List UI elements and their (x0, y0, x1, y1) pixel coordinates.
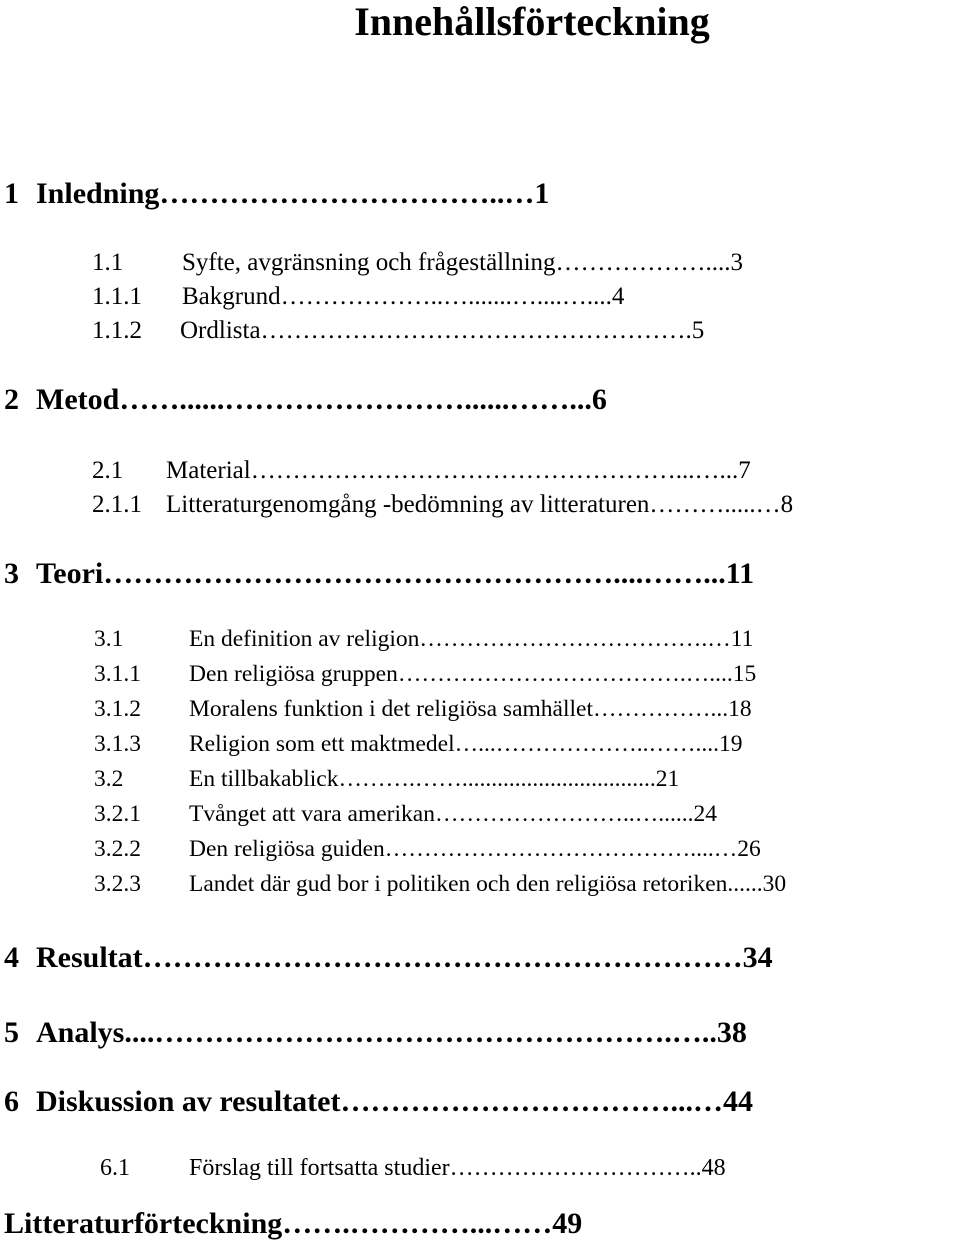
toc-leader: ……………………………….… (419, 626, 731, 652)
toc-number: 1.1.1 (92, 283, 142, 310)
toc-entry[interactable] (94, 727, 743, 761)
toc-title: Bakgrund (182, 283, 281, 310)
toc-title: Tvånget att vara amerikan (189, 801, 435, 827)
toc-page-number: 24 (693, 801, 717, 827)
toc-number: 1.1.2 (92, 317, 142, 344)
toc-title: Teori (36, 557, 104, 590)
toc-entry[interactable] (4, 1204, 582, 1244)
toc-leader: ....…………………………………………….….. (124, 1016, 717, 1049)
toc-title: Diskussion av resultatet (36, 1085, 341, 1118)
toc-leader: ……….....… (649, 491, 781, 518)
toc-number: 4 (4, 941, 19, 974)
toc-page-number: 38 (716, 1016, 747, 1049)
toc-entry[interactable] (4, 380, 607, 420)
toc-leader: ……......……………………......……... (119, 383, 592, 416)
toc-page-number: 7 (738, 457, 751, 484)
toc-number: 5 (4, 1016, 19, 1049)
toc-leader: ……….……................................. (338, 766, 656, 792)
toc-page-number: 15 (732, 661, 757, 687)
toc-number: 3.1.2 (94, 696, 141, 722)
toc-page-number: 18 (728, 696, 752, 722)
toc-page-number: 49 (552, 1207, 583, 1240)
toc-title: En definition av religion (189, 626, 420, 652)
toc-title: En tillbakablick (189, 766, 339, 792)
toc-title: Den religiösa gruppen (189, 661, 398, 687)
toc-leader: ……………………………………………...…... (250, 457, 739, 484)
toc-leader: …………………………………………………… (142, 941, 743, 974)
toc-number: 2 (4, 383, 19, 416)
toc-title: Syfte, avgränsning och frågeställning (182, 249, 556, 276)
toc-entry[interactable] (4, 938, 773, 978)
toc-number: 2.1.1 (92, 491, 142, 518)
toc-title: Analys (36, 1016, 125, 1049)
toc-number: 3.2 (94, 766, 124, 792)
toc-page-number: 21 (655, 766, 680, 792)
toc-leader: ……………………………...… (340, 1085, 723, 1118)
toc-page-number: 48 (701, 1155, 726, 1181)
toc-entry[interactable] (94, 762, 679, 796)
toc-title: Moralens funktion i det religiösa samhället (189, 696, 593, 722)
toc-number: 3.2.3 (94, 871, 141, 897)
toc-entry[interactable] (94, 657, 756, 691)
toc-number: 2.1 (92, 457, 124, 484)
toc-title: Litteraturgenomgång -bedömning av litteraturen (166, 491, 650, 518)
toc-entry[interactable] (92, 314, 704, 348)
toc-title: Material (166, 457, 251, 484)
toc-title: Förslag till fortsatta studier (189, 1155, 450, 1181)
toc-leader: ……………………………….….... (397, 661, 733, 687)
toc-entry[interactable] (92, 280, 624, 314)
toc-page-number: 30 (762, 871, 787, 897)
toc-page-number: 8 (780, 491, 794, 518)
toc-title: Religion som ett maktmedel (189, 731, 455, 757)
toc-page-number: 19 (719, 731, 743, 757)
toc-leader: ……………………………..… (159, 177, 535, 210)
toc-entry[interactable] (92, 488, 793, 522)
toc-title: Landet där gud bor i politiken och den religiösa retoriken (189, 871, 728, 897)
toc-page-number: 26 (737, 836, 761, 862)
toc-title: Inledning (36, 177, 160, 210)
toc-page-number: 1 (534, 177, 550, 210)
toc-title: Metod (36, 383, 120, 416)
toc-entry[interactable] (94, 692, 752, 726)
toc-page-number: 5 (691, 317, 705, 344)
toc-entry[interactable] (4, 554, 754, 594)
toc-entry[interactable] (94, 622, 753, 656)
toc-page-number: 11 (730, 626, 754, 652)
toc-number: 6 (4, 1085, 19, 1118)
toc-number: 3.1.1 (94, 661, 141, 687)
toc-leader: ………………..….......…....….... (280, 283, 612, 310)
toc-title: Den religiösa guiden (189, 836, 385, 862)
toc-leader: ……………………………………………....……... (103, 557, 726, 590)
toc-leader: ...... (727, 871, 763, 897)
toc-title: Resultat (36, 941, 143, 974)
toc-page-number: 4 (611, 283, 625, 310)
toc-page-number: 3 (730, 249, 744, 276)
toc-number: 3.2.1 (94, 801, 141, 827)
toc-page-number: 6 (591, 383, 607, 416)
toc-number: 6.1 (100, 1155, 130, 1181)
toc-entry[interactable] (94, 832, 761, 866)
toc-leader: ……………………..…...... (434, 801, 694, 827)
toc-leader: ……………………………………………. (260, 317, 692, 344)
toc-number: 3.1 (94, 626, 124, 652)
toc-number: 3.2.2 (94, 836, 141, 862)
toc-entry[interactable] (4, 1082, 753, 1122)
toc-leader: …….…………...…… (282, 1207, 553, 1240)
toc-number: 1 (4, 177, 19, 210)
toc-leader: ……………... (592, 696, 729, 722)
toc-leader: ………………………….. (449, 1155, 702, 1181)
toc-leader: ……………….... (555, 249, 731, 276)
toc-entry[interactable] (4, 1013, 747, 1053)
toc-entry[interactable] (100, 1151, 726, 1185)
toc-number: 3 (4, 557, 19, 590)
toc-number: 3.1.3 (94, 731, 141, 757)
toc-title: Ordlista (180, 317, 261, 344)
toc-leader: …...………………..…….... (454, 731, 720, 757)
toc-page-number: 44 (722, 1085, 753, 1118)
toc-page-number: 11 (725, 557, 755, 590)
toc-entry[interactable] (92, 454, 751, 488)
toc-entry[interactable] (94, 797, 717, 831)
toc-entry[interactable] (94, 867, 786, 901)
toc-entry[interactable] (92, 246, 743, 280)
toc-entry[interactable] (4, 174, 549, 214)
page-title: Innehållsförteckning (354, 0, 710, 44)
toc-title: Litteraturförteckning (4, 1207, 283, 1240)
toc-number: 1.1 (92, 249, 124, 276)
toc-leader: …………………………………....… (384, 836, 738, 862)
toc-page-number: 34 (742, 941, 773, 974)
